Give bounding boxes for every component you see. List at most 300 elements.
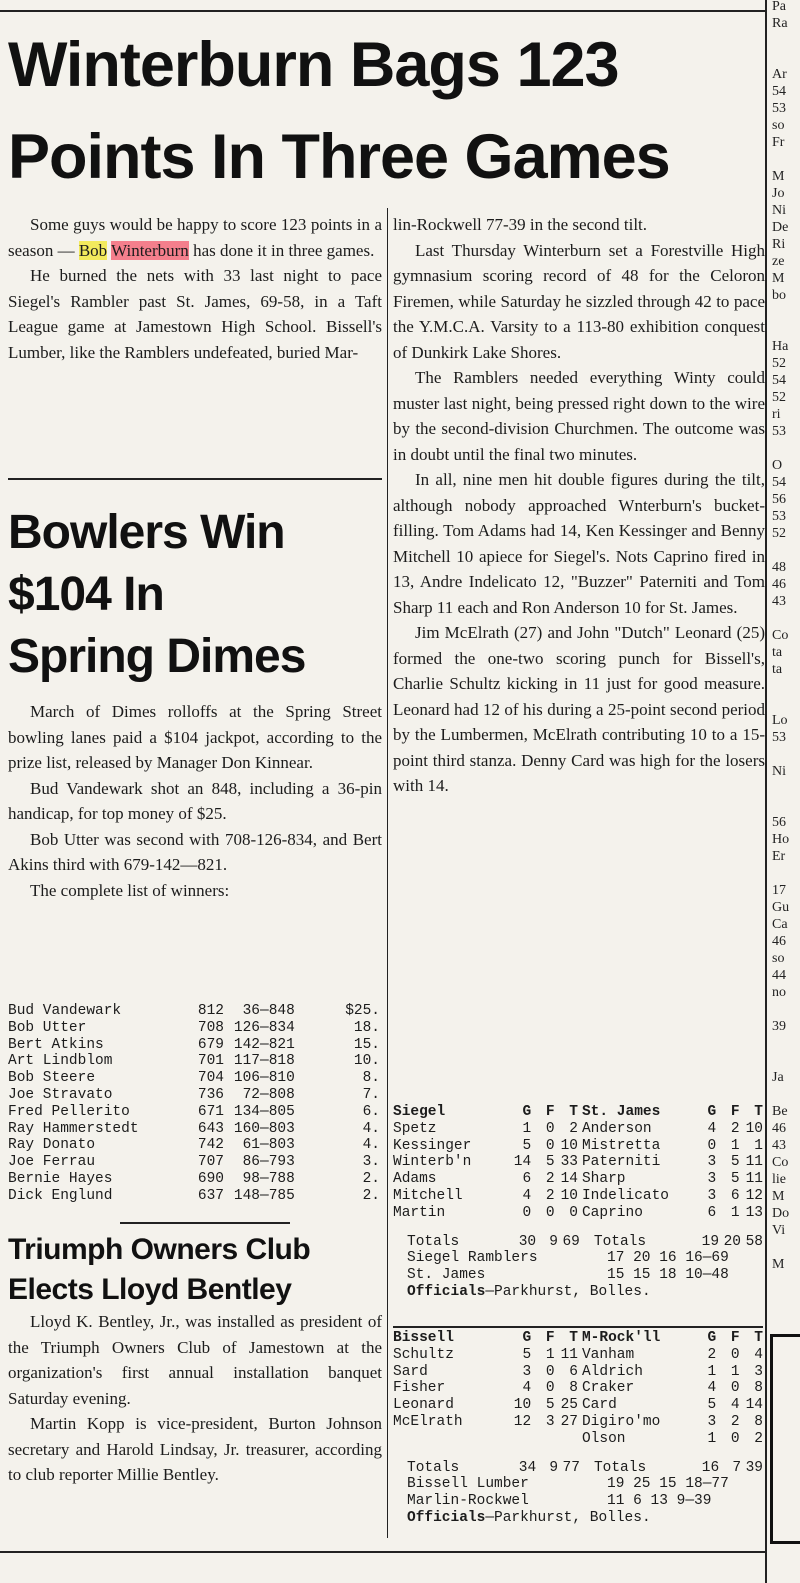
player-name: Adams — [393, 1171, 437, 1188]
box2-col-f: F — [545, 1330, 555, 1346]
line-score-quarters: 15 15 18 10—48 — [607, 1267, 729, 1284]
winner-total: —805 — [260, 1103, 295, 1120]
totals-value: 9 — [549, 1233, 558, 1250]
edge-fragment — [772, 610, 798, 627]
winner-prize: 2. — [362, 1170, 380, 1187]
edge-fragment: M — [772, 1257, 785, 1272]
stat-cell: 10 — [560, 1137, 578, 1154]
totals-value: 77 — [562, 1459, 580, 1476]
winner-handicap: 61 — [242, 1137, 260, 1154]
box2-col-t: T — [569, 1330, 578, 1346]
box1-col-f: F — [545, 1104, 555, 1120]
stat-cell: 5 — [730, 1171, 740, 1188]
box2-col-g2: G — [707, 1330, 717, 1346]
box-row — [393, 1347, 763, 1364]
player-name: Mitchell — [393, 1187, 463, 1204]
edge-fragment: bo — [772, 288, 786, 303]
edge-fragment: 56 — [772, 815, 786, 830]
edge-fragment: 52 — [772, 390, 786, 405]
totals-row — [393, 1460, 763, 1477]
winner-total: —818 — [260, 1053, 295, 1070]
stat-cell: 2 — [569, 1120, 578, 1137]
box-row — [393, 1380, 763, 1397]
box2-team-a: Bissell — [393, 1330, 454, 1346]
winner-name: Dick Englund — [8, 1187, 113, 1204]
box-row — [393, 1414, 763, 1431]
edge-fragment: Co — [772, 1155, 789, 1170]
edge-fragment — [772, 321, 798, 338]
edge-fragment: no — [772, 985, 786, 1000]
edge-fragment: 46 — [772, 577, 786, 592]
stat-cell: 3 — [707, 1154, 717, 1171]
winner-prize: 15. — [353, 1036, 380, 1053]
stat-cell: 2 — [730, 1120, 740, 1137]
winner-scratch: 679 — [197, 1036, 224, 1053]
edge-fragment: 46 — [772, 934, 786, 949]
player-name: Sharp — [581, 1171, 626, 1188]
stat-cell: 14 — [560, 1171, 578, 1188]
stat-cell: 4 — [522, 1380, 532, 1397]
edge-fragment: 52 — [772, 526, 786, 541]
edge-fragment — [772, 746, 798, 763]
line-score — [393, 1493, 763, 1510]
box-row — [393, 1397, 763, 1414]
totals-value: 34 — [518, 1459, 537, 1476]
edge-fragment: Gu — [772, 900, 790, 915]
edge-fragment — [772, 780, 798, 797]
player-name: Fisher — [393, 1380, 446, 1397]
stat-cell: 0 — [707, 1137, 717, 1154]
edge-fragment: Er — [772, 849, 786, 864]
box1-col-t2: T — [754, 1104, 763, 1120]
winner-name: Art Lindblom — [8, 1053, 113, 1070]
edge-fragment: 53 — [772, 730, 786, 745]
winner-total: —803 — [260, 1137, 295, 1154]
winner-total: —821 — [260, 1036, 295, 1053]
stat-cell: 1 — [730, 1204, 740, 1221]
stat-cell: 33 — [560, 1154, 578, 1171]
winner-scratch: 671 — [197, 1103, 224, 1120]
stat-cell: 1 — [754, 1137, 763, 1154]
box-row — [393, 1171, 763, 1188]
winner-row — [8, 1003, 380, 1020]
edge-fragment: Ja — [772, 1070, 784, 1085]
winner-scratch: 736 — [197, 1086, 224, 1103]
totals-value: 30 — [518, 1233, 537, 1250]
winner-name: Joe Ferrau — [8, 1154, 96, 1171]
stat-cell: 25 — [560, 1397, 578, 1414]
edge-fragment: 43 — [772, 1138, 786, 1153]
totals-value: 9 — [549, 1459, 559, 1476]
line-score-team: Marlin-Rockwel — [407, 1493, 529, 1510]
edge-fragment — [772, 1035, 798, 1052]
box1-col-g: G — [522, 1104, 532, 1120]
stat-cell: 11 — [745, 1154, 763, 1171]
edge-fragment: 43 — [772, 594, 786, 609]
edge-fragment: Ni — [772, 764, 786, 779]
line-score-team: Siegel Ramblers — [407, 1250, 538, 1267]
stat-cell: 4 — [754, 1346, 763, 1363]
box-row — [393, 1188, 763, 1205]
winner-row — [8, 1154, 380, 1171]
stat-cell: 0 — [730, 1380, 740, 1397]
stat-cell: 3 — [522, 1363, 532, 1380]
edge-fragment — [772, 797, 798, 814]
bowlers-bottom-rule — [120, 1222, 290, 1224]
winner-row — [8, 1137, 380, 1154]
winner-total: —834 — [260, 1019, 295, 1036]
totals-label: Totals — [407, 1459, 460, 1476]
stat-cell: 1 — [707, 1430, 717, 1447]
box2-col-g: G — [522, 1330, 532, 1346]
edge-fragment: Ho — [772, 832, 790, 847]
adjacent-column-fragment — [772, 0, 798, 1273]
stat-cell: 5 — [522, 1137, 532, 1154]
player-name: Indelicato — [581, 1187, 669, 1204]
edge-fragment — [772, 678, 798, 695]
edge-fragment: ta — [772, 645, 783, 660]
edge-fragment: Ha — [772, 339, 789, 354]
edge-fragment: 46 — [772, 1121, 786, 1136]
edge-fragment: Vi — [772, 1223, 786, 1238]
edge-fragment — [772, 151, 798, 168]
totals-value: 16 — [701, 1459, 720, 1476]
right-paragraph-3: The Ramblers needed everything Winty could muster last night, being pressed right down to the wire by the second-division Churchmen. The outcome was in doubt until the final two minutes. — [393, 368, 765, 464]
triumph-paragraph-1: Lloyd K. Bentley, Jr., was installed as president of the Triumph Owners Club of Jamestown at the organization's first annual installation banquet Saturday evening. — [8, 1312, 382, 1408]
winner-handicap: 160 — [233, 1120, 260, 1137]
box-row — [393, 1364, 763, 1381]
player-name — [393, 1431, 508, 1448]
winner-scratch: 701 — [197, 1053, 224, 1070]
stat-cell: 6 — [522, 1171, 532, 1188]
player-name: Winterb'n — [393, 1154, 472, 1171]
edge-fragment: 54 — [772, 475, 786, 490]
box-score-siegel-stjames — [393, 1104, 763, 1301]
edge-fragment: O — [772, 458, 783, 473]
line-score-quarters: 19 25 15 18—77 — [607, 1476, 729, 1493]
stat-cell: 4 — [707, 1380, 717, 1397]
winner-name: Ray Hammerstedt — [8, 1120, 139, 1137]
bowlers-headline-2: $104 In — [8, 568, 164, 621]
winner-prize: 3. — [362, 1154, 380, 1171]
stat-cell: 10 — [513, 1397, 532, 1414]
edge-fragment: 56 — [772, 492, 786, 507]
totals-label: Totals — [593, 1233, 647, 1250]
player-name: Card — [581, 1397, 617, 1414]
edge-fragment: so — [772, 951, 785, 966]
edge-fragment: Be — [772, 1104, 788, 1119]
edge-fragment: Jo — [772, 186, 785, 201]
edge-fragment — [772, 1052, 798, 1069]
stat-cell: 2 — [707, 1346, 717, 1363]
edge-fragment: Lo — [772, 713, 788, 728]
winner-handicap: 148 — [233, 1187, 260, 1204]
stat-cell: 0 — [730, 1430, 740, 1447]
winner-prize: 10. — [353, 1053, 380, 1070]
totals-value: 20 — [723, 1233, 741, 1250]
stat-cell: 2 — [730, 1413, 740, 1430]
main-headline-line2: Points In Three Games — [8, 122, 670, 192]
winner-row — [8, 1171, 380, 1188]
stat-cell: 6 — [569, 1363, 578, 1380]
box2-col-f2: F — [730, 1330, 740, 1346]
winner-row — [8, 1121, 380, 1138]
stat-cell: 0 — [522, 1204, 532, 1221]
totals-value: 58 — [745, 1233, 763, 1250]
winner-name: Bob Steere — [8, 1070, 96, 1087]
line-score-quarters: 11 6 13 9—39 — [607, 1493, 712, 1510]
edge-fragment: 52 — [772, 356, 786, 371]
bowlers-body — [8, 699, 382, 903]
stat-cell: 3 — [707, 1171, 717, 1188]
triumph-paragraph-2: Martin Kopp is vice-president, Burton Johnson secretary and Harold Lindsay, Jr. treasurer, according to club reporter Millie Bentley. — [8, 1414, 382, 1484]
edge-fragment: Co — [772, 628, 789, 643]
stat-cell: 6 — [730, 1187, 740, 1204]
stat-cell — [531, 1431, 554, 1448]
stat-cell: 3 — [545, 1413, 555, 1430]
winner-prize: 18. — [353, 1019, 380, 1036]
winner-prize: 7. — [362, 1086, 380, 1103]
officials-names: —Parkhurst, Bolles. — [485, 1283, 651, 1300]
box-score-bissell-marlin — [393, 1330, 763, 1527]
line-score — [393, 1267, 763, 1284]
stat-cell: 10 — [745, 1120, 763, 1137]
edge-fragment — [772, 32, 798, 49]
winner-scratch: 812 — [197, 1003, 224, 1019]
stat-cell: 11 — [560, 1346, 578, 1363]
winner-total: —788 — [260, 1170, 295, 1187]
stat-cell: 2 — [545, 1187, 555, 1204]
winner-handicap: 134 — [233, 1103, 260, 1120]
bowlers-headline-3: Spring Dimes — [8, 630, 306, 683]
player-name: Schultz — [393, 1346, 454, 1363]
winner-row — [8, 1053, 380, 1070]
page-column-rule — [765, 0, 767, 1583]
lead-paragraph-2: He burned the nets with 33 last night to pace Siegel's Rambler past St. James, 69-58, in a Taft League game at Jamestown High School. Bissell's Lumber, like the Ramblers undefeated, buried Mar- — [8, 266, 382, 362]
player-name: Martin — [393, 1204, 446, 1221]
stat-cell: 0 — [545, 1380, 555, 1397]
stat-cell: 4 — [707, 1120, 717, 1137]
highlight-name-last: Winterburn — [111, 240, 189, 260]
winner-prize: 8. — [362, 1070, 380, 1087]
winner-name: Bob Utter — [8, 1019, 87, 1036]
winner-name: Fred Pellerito — [8, 1103, 130, 1120]
winner-handicap: 142 — [233, 1036, 260, 1053]
triumph-headline-2: Elects Lloyd Bentley — [8, 1273, 292, 1306]
winner-handicap: 86 — [242, 1154, 260, 1171]
totals-value: 39 — [745, 1459, 763, 1476]
player-name: Kessinger — [393, 1137, 472, 1154]
edge-fragment: 54 — [772, 373, 786, 388]
bowlers-paragraph-1: March of Dimes rolloffs at the Spring Street bowling lanes paid a $104 jackpot, according to the prize list, released by Manager Don Kinnear. — [8, 702, 382, 772]
box-row — [393, 1121, 763, 1138]
box1-col-f2: F — [730, 1104, 740, 1120]
winner-handicap: 106 — [233, 1070, 260, 1087]
edge-fragment — [772, 1086, 798, 1103]
winner-row — [8, 1188, 380, 1205]
stat-cell: 4 — [522, 1187, 532, 1204]
player-name: Aldrich — [581, 1363, 643, 1380]
winner-handicap: 36 — [242, 1003, 260, 1019]
right-paragraph-5: Jim McElrath (27) and John "Dutch" Leonard (25) formed the one-two scoring punch for Bissell's, Charlie Schultz kicking in 11 just for good measure. Leonard had 12 of his during a 25-point second period by the Lumbermen, McElrath contributing 10 to a 15-point third stanza. Denny Card was high for the losers with 14. — [393, 623, 765, 795]
edge-fragment: ri — [772, 407, 781, 422]
right-paragraph-1: lin-Rockwell 77-39 in the second tilt. — [393, 215, 648, 234]
stat-cell: 3 — [707, 1187, 717, 1204]
officials-line — [393, 1510, 763, 1527]
winner-total: —793 — [260, 1154, 295, 1171]
winner-scratch: 742 — [197, 1137, 224, 1154]
stat-cell: 1 — [730, 1137, 740, 1154]
stat-cell: 12 — [513, 1413, 532, 1430]
main-headline-line1: Winterburn Bags 123 — [8, 30, 619, 100]
winner-handicap: 98 — [242, 1170, 260, 1187]
stat-cell: 5 — [730, 1154, 740, 1171]
winner-name: Ray Donato — [8, 1137, 96, 1154]
totals-value: 7 — [732, 1459, 742, 1476]
edge-fragment — [772, 304, 798, 321]
triumph-body — [8, 1309, 382, 1488]
box1-col-t: T — [569, 1104, 578, 1120]
stat-cell: 0 — [569, 1204, 578, 1221]
player-name: Mistretta — [581, 1137, 661, 1154]
edge-fragment: lie — [772, 1172, 786, 1187]
winner-total: —785 — [260, 1187, 295, 1204]
stat-cell: 1 — [545, 1346, 555, 1363]
box-row — [393, 1431, 763, 1448]
bowlers-headline-1: Bowlers Win — [8, 506, 285, 559]
right-column — [393, 212, 765, 799]
stat-cell: 5 — [522, 1346, 532, 1363]
box-row — [393, 1154, 763, 1171]
winner-prize: $25. — [345, 1003, 380, 1019]
winner-handicap: 126 — [233, 1019, 260, 1036]
edge-fragment: 44 — [772, 968, 786, 983]
edge-fragment: ze — [772, 254, 785, 269]
edge-fragment: 53 — [772, 424, 786, 439]
winner-name: Bernie Hayes — [8, 1170, 113, 1187]
winner-scratch: 708 — [197, 1019, 224, 1036]
stat-cell: 6 — [707, 1204, 717, 1221]
edge-fragment: M — [772, 1189, 785, 1204]
line-score-team: St. James — [407, 1267, 486, 1284]
stat-cell: 0 — [545, 1120, 555, 1137]
edge-fragment: Pa — [772, 0, 786, 14]
winner-handicap: 117 — [233, 1053, 260, 1070]
stat-cell: 1 — [730, 1363, 740, 1380]
bowlers-paragraph-3: Bob Utter was second with 708-126-834, and Bert Akins third with 679-142—821. — [8, 829, 382, 874]
highlight-name-first: Bob — [78, 240, 108, 260]
winner-row — [8, 1070, 380, 1087]
bowlers-paragraph-2: Bud Vandewark shot an 848, including a 36-pin handicap, for top money of $25. — [8, 778, 382, 823]
player-name: Digiro'mo — [581, 1413, 661, 1430]
winner-prize: 4. — [362, 1137, 380, 1154]
stat-cell: 0 — [730, 1346, 740, 1363]
winner-row — [8, 1020, 380, 1037]
officials-names: —Parkhurst, Bolles. — [485, 1509, 651, 1526]
edge-fragment: M — [772, 169, 785, 184]
winner-total: —808 — [260, 1086, 295, 1103]
bottom-rule — [0, 1551, 765, 1553]
edge-fragment: Do — [772, 1206, 790, 1221]
stat-cell: 13 — [745, 1204, 763, 1221]
stat-cell: 0 — [545, 1363, 555, 1380]
edge-fragment: so — [772, 118, 785, 133]
box-row — [393, 1138, 763, 1155]
stat-cell: 12 — [745, 1187, 763, 1204]
stat-cell: 14 — [513, 1154, 532, 1171]
stat-cell: 11 — [745, 1171, 763, 1188]
stat-cell: 3 — [754, 1363, 763, 1380]
top-rule — [0, 10, 765, 12]
stat-cell: 8 — [569, 1380, 578, 1397]
player-name: Spetz — [393, 1120, 437, 1137]
winner-handicap: 72 — [242, 1086, 260, 1103]
edge-fragment — [772, 440, 798, 457]
edge-fragment: M — [772, 271, 785, 286]
stat-cell: 0 — [545, 1137, 555, 1154]
edge-fragment: Ca — [772, 917, 788, 932]
totals-row — [393, 1234, 763, 1251]
line-score-quarters: 17 20 16 16—69 — [607, 1250, 729, 1267]
triumph-headline-1: Triumph Owners Club — [8, 1233, 311, 1266]
player-name: Leonard — [393, 1397, 454, 1414]
winner-prize: 6. — [362, 1103, 380, 1120]
edge-fragment: 53 — [772, 101, 786, 116]
player-name: Vanham — [581, 1346, 635, 1363]
player-name: Caprino — [581, 1204, 643, 1221]
edge-fragment: Ni — [772, 203, 786, 218]
line-score — [393, 1476, 763, 1493]
edge-fragment — [772, 542, 798, 559]
player-name: Anderson — [581, 1120, 652, 1137]
winner-row — [8, 1087, 380, 1104]
edge-fragment — [772, 695, 798, 712]
player-name: McElrath — [393, 1413, 463, 1430]
edge-fragment: 48 — [772, 560, 786, 575]
stat-cell: 14 — [745, 1397, 763, 1414]
edge-fragment: Fr — [772, 135, 785, 150]
winner-prize: 2. — [362, 1187, 380, 1204]
bowlers-paragraph-4: The complete list of winners: — [30, 880, 230, 900]
adjacent-ad-box — [770, 1334, 800, 1544]
stat-cell: 27 — [560, 1413, 578, 1430]
winner-prize: 4. — [362, 1120, 380, 1137]
edge-fragment: ta — [772, 662, 783, 677]
winner-total: —848 — [260, 1003, 295, 1019]
stat-cell: 8 — [754, 1380, 763, 1397]
right-paragraph-4: In all, nine men hit double figures during the tilt, although nobody approached Wnterburn's bucket-filling. Tom Adams had 14, Ken Kessinger and Benny Mitchell 10 apiece for Siegel's. Nots Caprino fired in 13, Andre Indelicato 12, "Buzzer" Paterniti and Tom Sharp 11 each and Ron Anderson 10 for St. James. — [393, 470, 765, 617]
winner-name: Bert Atkins — [8, 1036, 104, 1053]
officials-line — [393, 1284, 763, 1301]
stat-cell: 5 — [545, 1154, 555, 1171]
totals-value: 69 — [562, 1233, 580, 1250]
edge-fragment: 17 — [772, 883, 786, 898]
line-score — [393, 1250, 763, 1267]
stat-cell: 5 — [707, 1397, 717, 1414]
edge-fragment: Ra — [772, 16, 788, 31]
right-paragraph-2: Last Thursday Winterburn set a Forestville High gymnasium scoring record of 48 for the Celoron Firemen, while Saturday he sizzled through 42 to pace the Y.M.C.A. Varsity to a 113-80 exhibition conquest of Dunkirk Lake Shores. — [393, 240, 765, 362]
edge-fragment: De — [772, 220, 789, 235]
column-divider — [387, 208, 388, 1538]
totals-label: Totals — [593, 1459, 647, 1476]
box-row — [393, 1205, 763, 1222]
edge-fragment: Ar — [772, 67, 787, 82]
stat-cell: 0 — [545, 1204, 555, 1221]
officials-label: Officials — [407, 1509, 486, 1526]
winner-scratch: 690 — [197, 1170, 224, 1187]
player-name: Paterniti — [581, 1154, 661, 1171]
player-name: Craker — [581, 1380, 635, 1397]
